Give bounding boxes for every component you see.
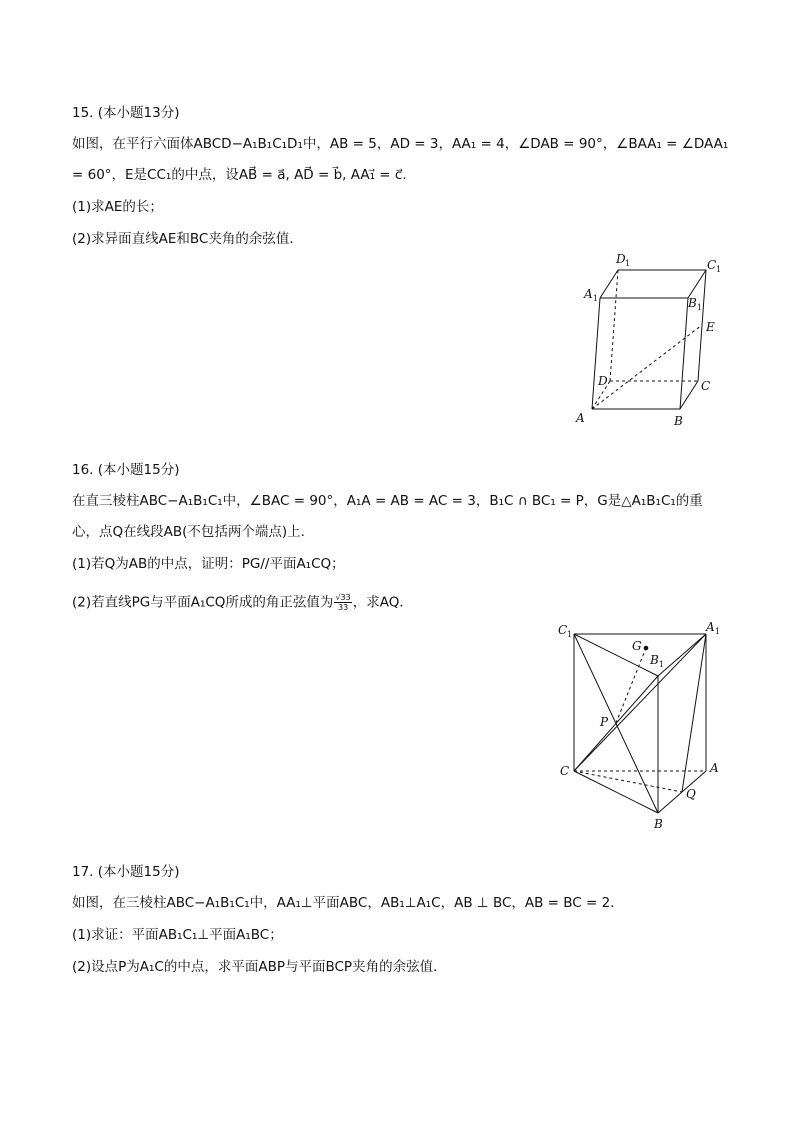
p16-line2: 心，点Q在线段AB(不包括两个端点)上．: [72, 524, 315, 540]
p15-q1: (1)求AE的长；: [72, 199, 163, 215]
label-B: B: [654, 817, 663, 831]
label-A1: A: [584, 287, 593, 301]
svg-text:1: 1: [567, 630, 573, 639]
p17-line1: 如图，在三棱柱ABC−A₁B₁C₁中，AA₁⊥平面ABC，AB₁⊥A₁C，AB ⊥ BC，AB = BC = 2．: [72, 895, 624, 911]
label-E: E: [706, 320, 715, 334]
svg-text:1: 1: [625, 259, 631, 268]
label-C1: C: [707, 258, 717, 272]
point-G: [644, 646, 649, 651]
label-A: A: [576, 411, 585, 425]
label-C: C: [560, 764, 570, 778]
p17-q1: (1)求证：平面AB₁C₁⊥平面A₁BC；: [72, 927, 283, 943]
figure-parallelepiped: [570, 245, 740, 435]
label-A: A: [710, 761, 719, 775]
figure-triangular-prism: [550, 615, 730, 835]
p17-q2: (2)设点P为A₁C的中点，求平面ABP与平面BCP夹角的余弦值．: [72, 959, 447, 975]
p15-line1: 如图，在平行六面体ABCD−A₁B₁C₁D₁中，AB = 5，AD = 3，AA₁ = 4，∠DAB = 90°，∠BAA₁ = ∠DAA₁: [72, 136, 729, 152]
label-B1: B: [688, 296, 697, 310]
p16-q1: (1)若Q为AB的中点，证明：PG//平面A₁CQ；: [72, 556, 345, 572]
fraction: $\frac{√33}{33}$: [335, 593, 351, 612]
label-P: P: [600, 715, 609, 729]
p15-q2: (2)求异面直线AE和BC夹角的余弦值．: [72, 231, 303, 247]
label-C1: C: [558, 623, 568, 637]
p15-line2: = 60°，E是CC₁的中点，设AB⃗ = a⃗, AD⃗ = b⃗, AA₁⃗ = c⃗.: [72, 167, 407, 183]
label-D: D: [598, 374, 608, 388]
label-A1: A: [706, 620, 715, 634]
p15-header: 15. (本小题13分): [72, 105, 180, 121]
svg-text:1: 1: [716, 265, 722, 274]
label-C: C: [701, 379, 711, 393]
label-B: B: [674, 414, 683, 428]
svg-text:1: 1: [593, 294, 599, 303]
p16-q2: (2)若直线PG与平面A₁CQ所成的角正弦值为 $\frac{√33}{33}$ ，求AQ．: [72, 593, 413, 612]
label-G: G: [632, 639, 642, 653]
label-B1: B: [650, 653, 659, 667]
p17-header: 17. (本小题15分): [72, 864, 180, 880]
svg-text:1: 1: [697, 303, 703, 312]
label-D1: D: [616, 252, 626, 266]
label-Q: Q: [686, 787, 696, 801]
p16-line1: 在直三棱柱ABC−A₁B₁C₁中，∠BAC = 90°，A₁A = AB = AC = 3，B₁C ∩ BC₁ = P，G是△A₁B₁C₁的重: [72, 493, 703, 509]
svg-text:1: 1: [715, 627, 721, 636]
svg-text:1: 1: [659, 660, 665, 669]
p16-header: 16. (本小题15分): [72, 462, 180, 478]
